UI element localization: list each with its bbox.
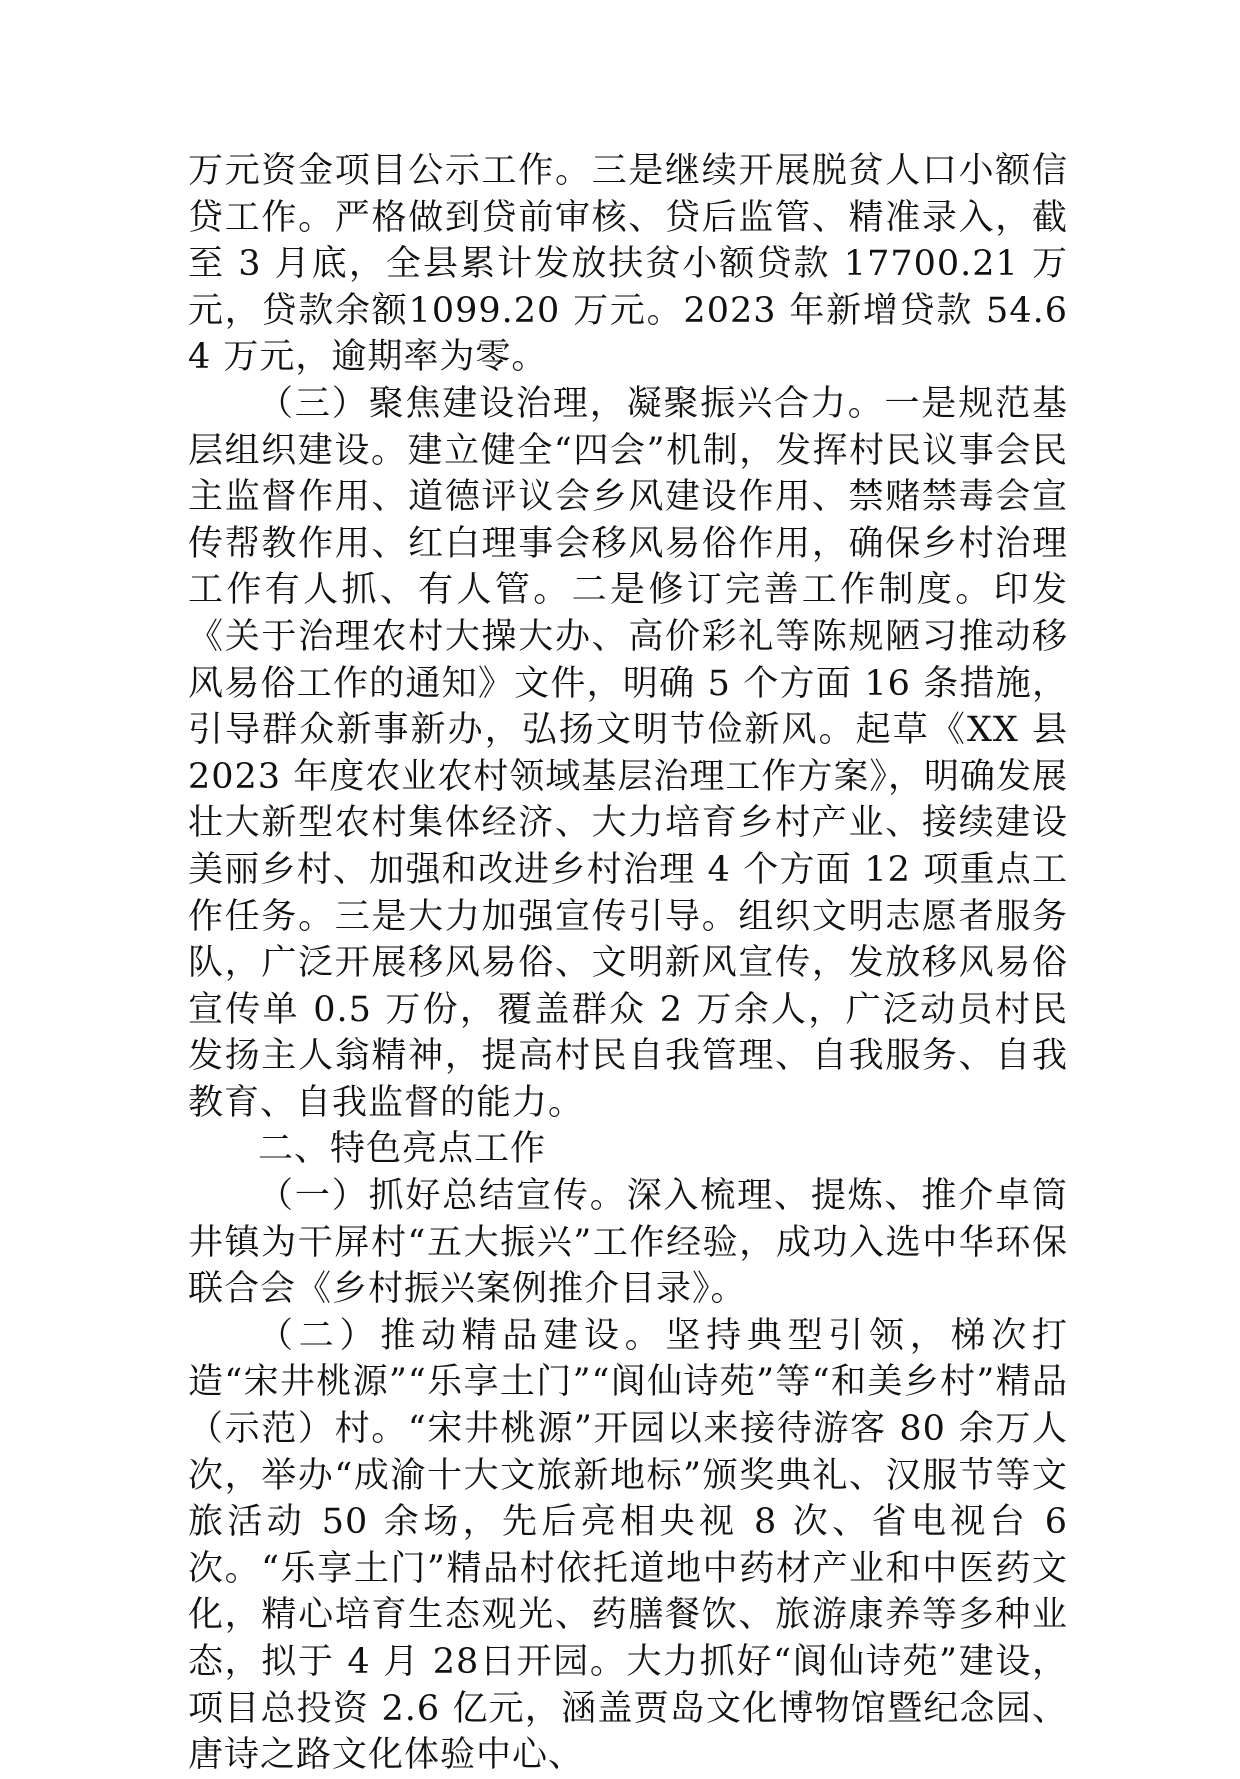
paragraph-section-three: （三）聚焦建设治理，凝聚振兴合力。一是规范基层组织建设。建立健全“四会”机制，发挥村民议事会民主监督作用、道德评议会乡风建设作用、禁赌禁毒会宣传帮教作用、红白理事会移风易俗作用，确保乡村治理工作有人抓、有人管。二是修订完善工作制度。印发《关于治理农村大操大办、高价彩礼等陈规陋习推动移风易俗工作的通知》文件，明确 5 个方面 16 条措施，引导群众新事新办，弘扬文明节俭新风。起草《XX 县 2023 年度农业农村领域基层治理工作方案》，明确发展壮大新型农村集体经济、大力培育乡村产业、接续建设美丽乡村、加强和改进乡村治理 4 个方面 12 项重点工作任务。三是大力加强宣传引导。组织文明志愿者服务队，广泛开展移风易俗、文明新风宣传，发放移风易俗宣传单 0.5 万份，覆盖群众 2 万余人，广泛动员村民发扬主人翁精神，提高村民自我管理、自我服务、自我教育、自我监督的能力。 bbox=[188, 383, 1068, 1123]
paragraph-highlight-one: （一）抓好总结宣传。深入梳理、提炼、推介卓筒井镇为干屏村“五大振兴”工作经验，成功入选中华环保联合会《乡村振兴案例推介目录》。 bbox=[188, 1176, 1068, 1310]
document-body bbox=[188, 148, 1068, 1779]
paragraph-highlight-two: （二）推动精品建设。坚持典型引领，梯次打造“宋井桃源”“乐享土门”“阆仙诗苑”等“和美乡村”精品（示范）村。“宋井桃源”开园以来接待游客 80 余万人次，举办“成渝十大文旅新地标”颁奖典礼、汉服节等文旅活动 50 余场，先后亮相央视 8 次、省电视台 6 次。“乐享土门”精品村依托道地中药材产业和中医药文化，精心培育生态观光、药膳餐饮、旅游康养等多种业态，拟于 4 月 28日开园。大力抓好“阆仙诗苑”建设，项目总投资 2.6 亿元，涵盖贾岛文化博物馆暨纪念园、唐诗之路文化体验中心、 bbox=[188, 1315, 1068, 1776]
paragraph-continued: 万元资金项目公示工作。三是继续开展脱贫人口小额信贷工作。严格做到贷前审核、贷后监管、精准录入，截至 3 月底，全县累计发放扶贫小额贷款 17700.21 万元，贷款余额1099.20 万元。2023 年新增贷款 54.64 万元，逾期率为零。 bbox=[188, 151, 1068, 378]
section-heading: 二、特色亮点工作 bbox=[258, 1129, 547, 1170]
